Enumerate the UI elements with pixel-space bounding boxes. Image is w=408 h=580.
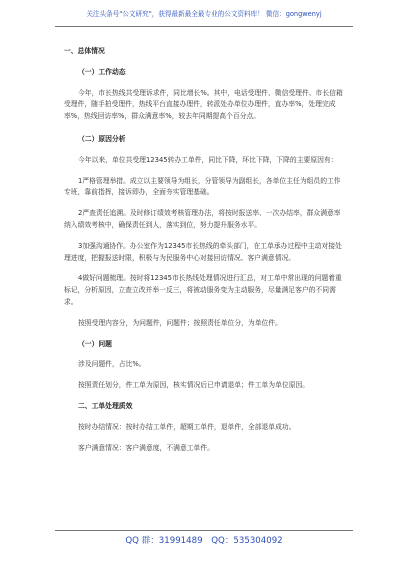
paragraph: 3加强沟通协作。办公室作为12345市长热线的牵头部门，在工单承办过程中主动对接处理进度，把握报送时限，积极与为民服务中心对接回访情况、客户满意情况。 bbox=[64, 241, 342, 262]
section-heading: 一、总体情况 bbox=[64, 47, 105, 55]
footer-qq: QQ：535304092 bbox=[211, 536, 283, 546]
paragraph: 今年以来，单位共受理12345转办工单件，同比下降，环比下降，下降的主要原因有： bbox=[78, 155, 338, 164]
paragraph: 按照责任划分，件工单为原因，核实情况后已申请退单；件工单为单位原因。 bbox=[78, 381, 310, 390]
paragraph: 客户满意情况：客户满意度，不满意工单件。 bbox=[78, 443, 214, 452]
paragraph: 今年，市长热线共受理诉求件，同比增长%。其中，电话受理件、微信受理件、市长信箱受理件，随手拍受理件，热线平台直接办理件，转派处办单位办理件，直办率%，处理完成率%，热线回访率%，群众满意率%，较去年同期提高个百分点。 bbox=[64, 88, 343, 121]
paragraph: 按时办结情况：按时办结工单件，超期工单件，退单件，全部退单成功。 bbox=[78, 422, 296, 431]
footer-qq-group: QQ 群：31991489 bbox=[125, 536, 203, 546]
page-footer bbox=[0, 534, 408, 546]
document-body bbox=[64, 46, 346, 454]
footer-divider bbox=[55, 530, 353, 531]
subsection-heading: （二）原因分析 bbox=[78, 134, 126, 143]
subsection-heading: （一）工作动态 bbox=[78, 67, 126, 76]
subsection-heading: （一）问题 bbox=[78, 339, 112, 348]
page-header: 关注头条号"公文研究"，获得最新最全最专业的公文资料库！ 微信：gongwenyj bbox=[86, 10, 322, 18]
paragraph: 2严查责任追溯。及时修订绩效考核管理办法，将按时报送率、一次办结率，群众满意率纳入绩效考核中，确保责任到人，落实到位，努力提升服务水平。 bbox=[64, 209, 341, 229]
header-divider bbox=[55, 26, 353, 27]
paragraph: 4做好问题梳理。按时将12345市长热线处理情况进行汇总，对工单中常出现的问题着重标记，分析原因，立查立改并举一反三，将被动服务变为主动服务，尽量满足客户的不同需求。 bbox=[64, 274, 342, 306]
section-heading: 二、工单处理质效 bbox=[78, 401, 133, 410]
paragraph: 按照受理内容分，为问题件，问题件；按照责任单位分，为单位件。 bbox=[78, 318, 282, 327]
paragraph: 1严格管理举措。成立以主要领导为组长，分管领导为副组长，各单位主任为组员的工作专班，靠前指挥，接诉即办，全面夯实管理基础。 bbox=[64, 176, 341, 197]
paragraph: 涉及问题件，占比%。 bbox=[78, 360, 146, 369]
